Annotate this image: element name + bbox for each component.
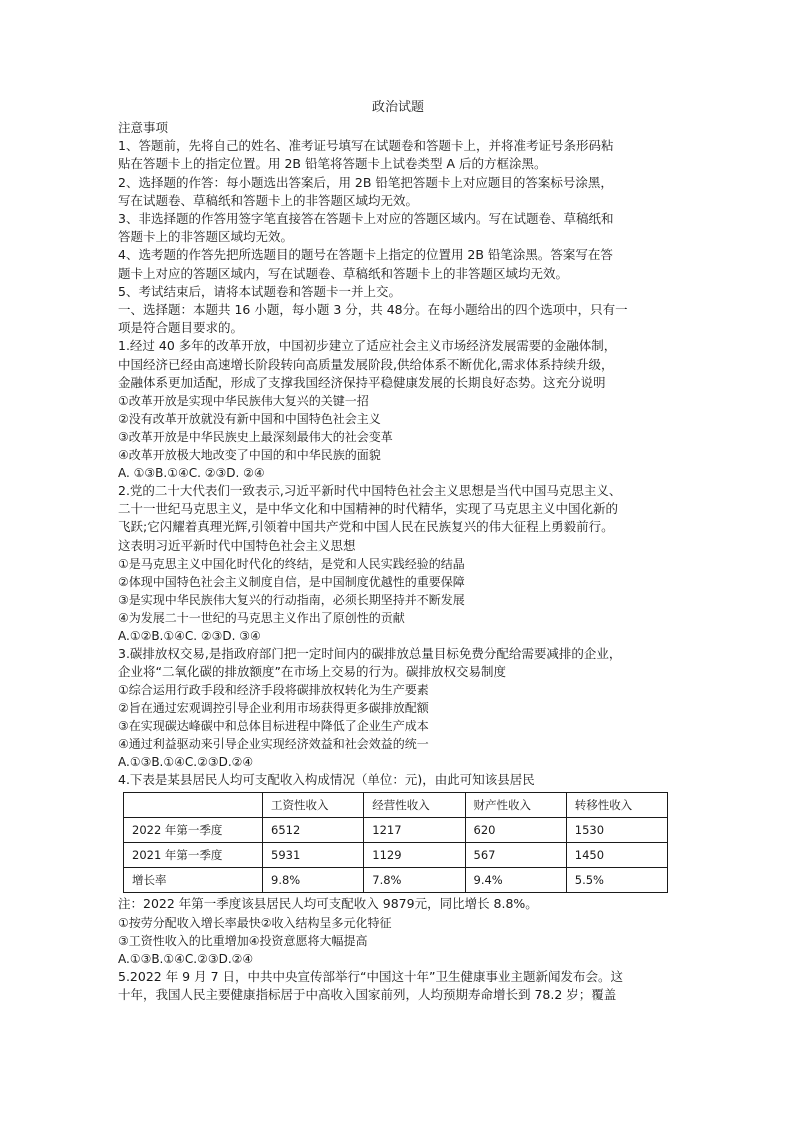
- question-stem: 4.下表是某县居民人均可支配收入构成情况（单位：元)，由此可知该县居民: [118, 772, 535, 788]
- question-stem: 中国经济已经由高速增长阶段转向高质量发展阶段,供给体系不断优化,需求体系持续升级，: [118, 356, 614, 372]
- table-header-cell: 工资性收入: [263, 793, 364, 818]
- table-cell: 1217: [364, 818, 465, 843]
- table-cell: 1129: [364, 843, 465, 868]
- notice-line: 3、非选择题的作答用签字笔直接答在答题卡上对应的答题区域内。写在试题卷、草稿纸和: [118, 211, 614, 227]
- table-header-cell: [124, 793, 263, 818]
- table-cell: 增长率: [124, 868, 263, 893]
- exam-page: [118, 96, 678, 1004]
- notice-line: 5、考试结束后，请将本试题卷和答题卡一并上交。: [118, 283, 401, 299]
- table-header-cell: 经营性收入: [364, 793, 465, 818]
- statement-item: ③工资性收入的比重增加④投资意愿将大幅提高: [118, 933, 368, 948]
- answer-choices: A. ①③B.①④C. ②③D. ②④: [118, 466, 265, 481]
- table-row: [124, 843, 668, 868]
- statement-item: ③是实现中华民族伟大复兴的行动指南，必须长期坚持并不断发展: [118, 592, 465, 607]
- section-line: 项是符合题目要求的。: [118, 320, 244, 336]
- question-1: [118, 337, 678, 482]
- table-row: [124, 818, 668, 843]
- statement-item: ①是马克思主义中国化时代化的终结，是党和人民实践经验的结晶: [118, 556, 465, 571]
- statement-item: ②旨在通过宏观调控引导企业利用市场获得更多碳排放配额: [118, 701, 429, 716]
- question-stem: 二十一世纪马克思主义，是中华文化和中国精神的时代精华，实现了马克思主义中国化新的: [118, 501, 619, 517]
- income-table: [123, 792, 668, 893]
- question-stem: 2.党的二十大代表们一致表示,习近平新时代中国特色社会主义思想是当代中国马克思主义、: [118, 483, 622, 499]
- question-stem: 3.碳排放权交易,是指政府部门把一定时间内的碳排放总量目标免费分配给需要减排的企业，: [118, 645, 622, 661]
- notice-line: 写在试题卷、草稿纸和答题卡上的非答题区域均无效。: [118, 192, 419, 208]
- question-stem: 企业将“二氧化碳的排放额度”在市场上交易的行为。碳排放权交易制度: [118, 664, 506, 680]
- table-cell: 567: [465, 843, 566, 868]
- section-heading: [118, 301, 678, 337]
- question-4: [118, 771, 678, 967]
- answer-choices: A.①③B.①④C.②③D.②④: [118, 755, 254, 770]
- notice-heading: 注意事项: [118, 120, 169, 135]
- statement-item: ②体现中国特色社会主义制度自信，是中国制度优越性的重要保障: [118, 574, 465, 589]
- table-header-cell: 财产性收入: [465, 793, 566, 818]
- statement-item: ④为发展二十一世纪的马克思主义作出了原创性的贡献: [118, 610, 405, 625]
- question-stem: 1.经过 40 多年的改革开放，中国初步建立了适应社会主义市场经济发展需要的金融体制，: [118, 338, 617, 354]
- statement-item: ②没有改革开放就没有新中国和中国特色社会主义: [118, 412, 381, 427]
- table-cell: 9.4%: [465, 868, 566, 893]
- question-stem: 这表明习近平新时代中国特色社会主义思想: [118, 537, 356, 553]
- question-5: [118, 968, 678, 1004]
- table-cell: 620: [465, 818, 566, 843]
- table-cell: 1530: [566, 818, 667, 843]
- section-line: 一、选择题：本题共 16 小题，每小题 3 分，共 48分。在每小题给出的四个选项中，只有一: [118, 302, 628, 318]
- statement-item: ①综合运用行政手段和经济手段将碳排放权转化为生产要素: [118, 683, 429, 698]
- notice-line: 4、选考题的作答先把所选题目的题号在答题卡上指定的位置用 2B 铅笔涂黑。答案写在答: [118, 247, 613, 263]
- question-stem: 5.2022 年 9 月 7 日，中共中央宣传部举行“中国这十年”卫生健康事业主题新闻发布会。这: [118, 968, 623, 984]
- notice-line: 题卡上对应的答题区域内，写在试题卷、草稿纸和答题卡上的非答题区域均无效。: [118, 265, 569, 281]
- notice-line: 贴在答题卡上的指定位置。用 2B 铅笔将答题卡上试卷类型 A 后的方框涂黑。: [118, 156, 547, 172]
- answer-choices: A.①②B.①④C. ②③D. ③④: [118, 628, 261, 643]
- table-cell: 7.8%: [364, 868, 465, 893]
- statement-item: ①改革开放是实现中华民族伟大复兴的关键一招: [118, 394, 369, 409]
- table-header-row: [124, 793, 668, 818]
- statement-item: ④改革开放极大地改变了中国的和中华民族的面貌: [118, 448, 381, 463]
- table-header-cell: 转移性收入: [566, 793, 667, 818]
- notice-line: 1、答题前，先将自己的姓名、准考证号填写在试题卷和答题卡上，并将准考证号条形码粘: [118, 138, 614, 154]
- answer-choices: A.①③B.①④C.②③D.②④: [118, 951, 254, 966]
- question-2: [118, 482, 678, 645]
- table-note: 注：2022 年第一季度该县居民人均可支配收入 9879元，同比增长 8.8%。: [118, 896, 538, 912]
- question-stem: 金融体系更加适配，形成了支撑我国经济保持平稳健康发展的长期良好态势。这充分说明: [118, 374, 606, 390]
- notice-block: [118, 137, 678, 301]
- statement-item: ①按劳分配收入增长率最快②收入结构呈多元化特征: [118, 915, 392, 930]
- table-cell: 5931: [263, 843, 364, 868]
- table-cell: 1450: [566, 843, 667, 868]
- statement-item: ④通过利益驱动来引导企业实现经济效益和社会效益的统一: [118, 737, 429, 752]
- table-cell: 2021 年第一季度: [124, 843, 263, 868]
- statement-item: ③改革开放是中华民族史上最深刻最伟大的社会变革: [118, 430, 393, 445]
- question-3: [118, 645, 678, 771]
- table-row: [124, 868, 668, 893]
- table-cell: 5.5%: [566, 868, 667, 893]
- notice-line: 答题卡上的非答题区域均无效。: [118, 229, 294, 245]
- statement-item: ③在实现碳达峰碳中和总体目标进程中降低了企业生产成本: [118, 719, 429, 734]
- question-stem: 飞跃;它闪耀着真理光辉,引领着中国共产党和中国人民在民族复兴的伟大征程上勇毅前行。: [118, 519, 614, 535]
- notice-line: 2、选择题的作答：每小题选出答案后，用 2B 铅笔把答题卡上对应题目的答案标号涂黑，: [118, 174, 613, 190]
- table-cell: 6512: [263, 818, 364, 843]
- table-cell: 9.8%: [263, 868, 364, 893]
- page-title: 政治试题: [371, 100, 424, 115]
- table-cell: 2022 年第一季度: [124, 818, 263, 843]
- question-stem: 十年，我国人民主要健康指标居于中高收入国家前列，人均预期寿命增长到 78.2 岁；覆盖: [118, 986, 617, 1002]
